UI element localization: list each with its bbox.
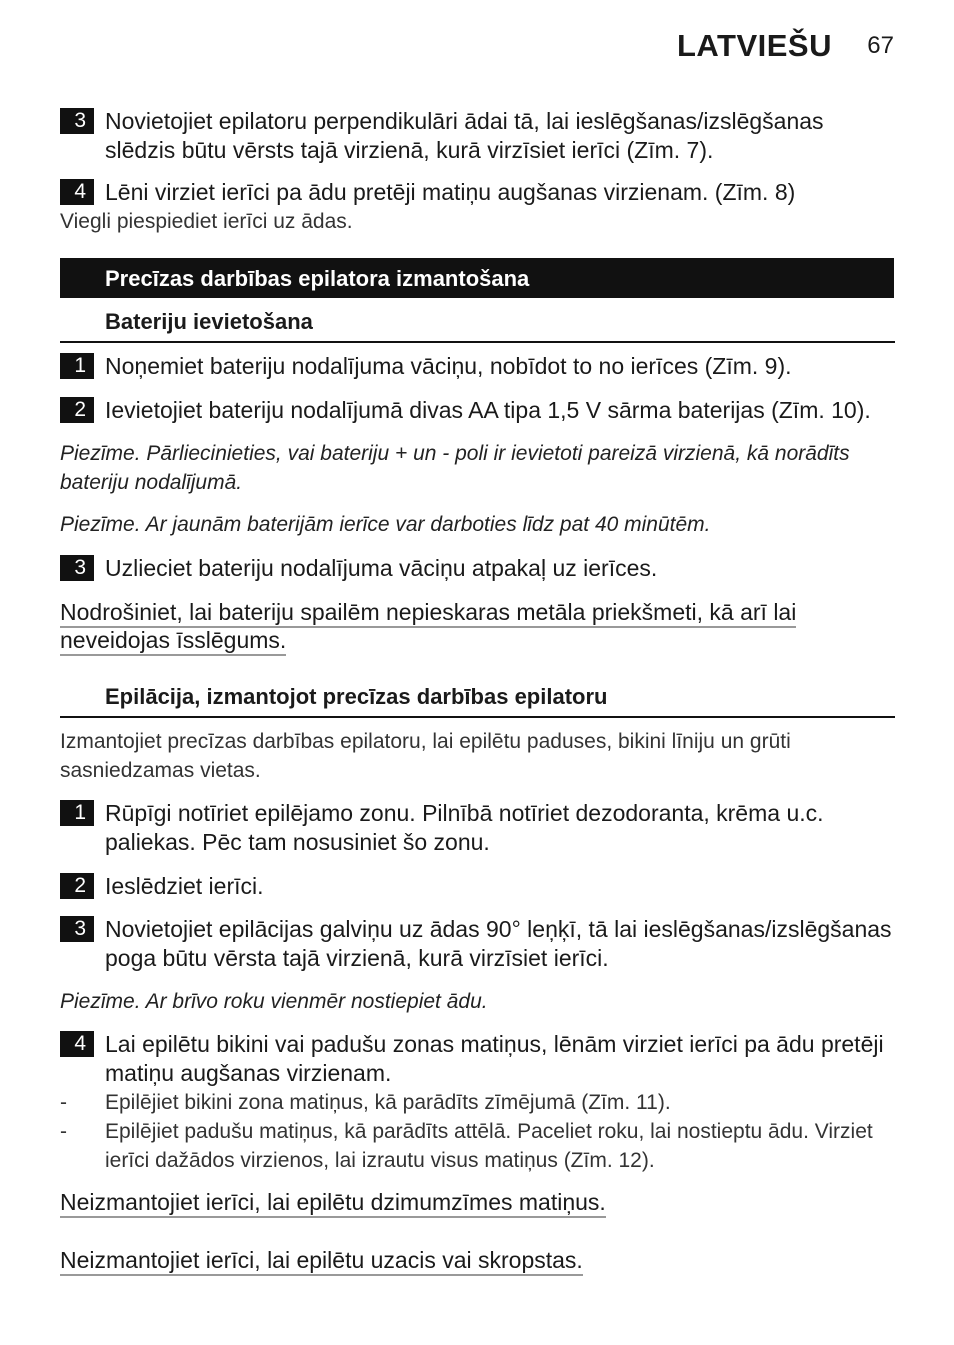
step-text: Uzlieciet bateriju nodalījuma vāciņu atpakaļ uz ierīces. [105, 555, 658, 581]
step-text: Ieslēdziet ierīci. [105, 873, 264, 899]
list-item [60, 1117, 895, 1175]
step-number-badge: 2 [60, 873, 94, 899]
section-title: Precīzas darbības epilatora izmantošana [105, 266, 530, 291]
note-battery-polarity: Piezīme. Pārliecinieties, vai bateriju + un - poli ir ievietoti pareizā virzienā, kā norādīts bateriju nodalījumā. [60, 442, 850, 494]
note-battery-life: Piezīme. Ar jaunām baterijām ierīce var darboties līdz pat 40 minūtēm. [60, 513, 711, 536]
step-text: Lēni virziet ierīci pa ādu pretēji matiņu augšanas virzienam. (Zīm. 8) [105, 179, 796, 205]
step-text: Novietojiet epilācijas galviņu uz ādas 90° leņķī, tā lai ieslēgšanas/izslēgšanas poga būtu vērsta tajā virzienā, kurā virzīsiet ierīci. [105, 916, 892, 971]
step-text: Noņemiet bateriju nodalījuma vāciņu, nobīdot to no ierīces (Zīm. 9). [105, 353, 792, 379]
warning-text: Neizmantojiet ierīci, lai epilētu dzimumzīmes matiņus. [60, 1189, 606, 1218]
step-number-badge: 4 [60, 179, 94, 205]
section-heading-bar [60, 258, 894, 298]
warning-short-circuit [60, 598, 820, 654]
step-number-badge: 1 [60, 353, 94, 379]
battery-step-2 [60, 396, 895, 425]
step-text: Ievietojiet bateriju nodalījumā divas AA tipa 1,5 V sārma baterijas (Zīm. 10). [105, 397, 871, 423]
step-number-badge: 3 [60, 555, 94, 581]
epilation-step-3 [60, 915, 895, 973]
subheading-batteries [60, 309, 895, 343]
step-number-badge: 3 [60, 916, 94, 942]
epilation-step-2 [60, 872, 895, 901]
warning-moles [60, 1188, 820, 1216]
page-language-title: LATVIEŠU [677, 28, 832, 63]
step-3-position [60, 107, 895, 165]
bullet-text: Epilējiet bikini zona matiņus, kā parādīts zīmējumā (Zīm. 11). [105, 1091, 671, 1114]
step-number-badge: 1 [60, 800, 94, 826]
warning-text: Nodrošiniet, lai bateriju spailēm nepieskaras metāla priekšmeti, kā arī lai neveidojas īsslēgums. [60, 599, 796, 656]
step-text: Rūpīgi notīriet epilējamo zonu. Pilnībā notīriet dezodoranta, krēma u.c. paliekas. Pēc tam nosusiniet šo zonu. [105, 800, 824, 855]
subheading-text: Epilācija, izmantojot precīzas darbības epilatoru [105, 684, 608, 709]
bullet-dash: - [60, 1120, 67, 1143]
bullet-text: Epilējiet padušu matiņus, kā parādīts attēlā. Paceliet roku, lai nostieptu ādu. Virziet ierīci dažādos virzienos, lai izrautu visus matiņus (Zīm. 12). [105, 1120, 873, 1172]
epilation-step-1 [60, 799, 895, 857]
step-number-badge: 3 [60, 108, 94, 134]
bullet-dash: - [60, 1091, 67, 1114]
subheading-text: Bateriju ievietošana [105, 309, 313, 334]
tip-text: Viegli piespiediet ierīci uz ādas. [60, 210, 353, 233]
list-item [60, 1088, 895, 1117]
battery-step-1 [60, 352, 895, 381]
warning-eyebrows [60, 1246, 820, 1274]
step-text: Novietojiet epilatoru perpendikulāri ādai tā, lai ieslēgšanas/izslēgšanas slēdzis būtu vērsts tajā virzienā, kurā virzīsiet ierīci (Zīm. 7). [105, 108, 824, 163]
step-number-badge: 4 [60, 1031, 94, 1057]
warning-text: Neizmantojiet ierīci, lai epilētu uzacis vai skropstas. [60, 1247, 583, 1276]
step-text: Lai epilētu bikini vai padušu zonas matiņus, lēnām virziet ierīci pa ādu pretēji matiņu augšanas virzienam. [105, 1031, 884, 1086]
subheading-epilation [60, 684, 895, 718]
epilation-intro: Izmantojiet precīzas darbības epilatoru, lai epilētu paduses, bikini līniju un grūti sasniedzamas vietas. [60, 730, 791, 782]
step-4-move [60, 178, 895, 207]
page-number: 67 [867, 32, 894, 59]
note-stretch-skin: Piezīme. Ar brīvo roku vienmēr nostiepiet ādu. [60, 990, 488, 1013]
battery-step-3 [60, 554, 895, 583]
step-number-badge: 2 [60, 397, 94, 423]
epilation-step-4 [60, 1030, 895, 1088]
